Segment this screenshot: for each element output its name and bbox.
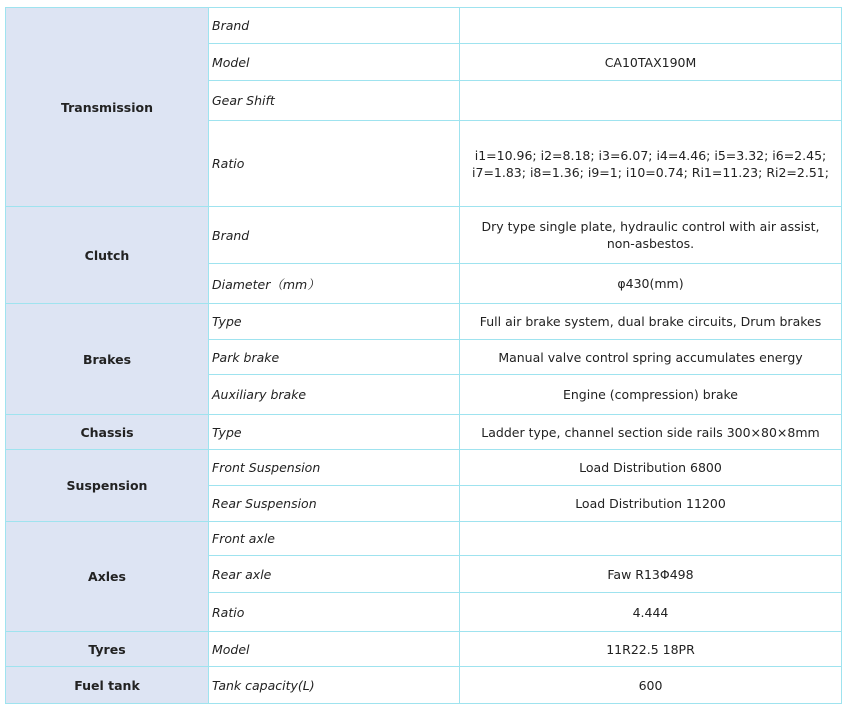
spec-table	[5, 7, 842, 704]
table-row	[6, 415, 842, 450]
attr-label: Brand	[209, 8, 460, 44]
attr-value: Dry type single plate, hydraulic control with air assist, non-asbestos.	[460, 207, 842, 264]
table-row	[6, 207, 842, 264]
attr-label: Front Suspension	[209, 450, 460, 486]
table-row	[6, 450, 842, 486]
attr-label: Ratio	[209, 593, 460, 632]
table-row	[6, 522, 842, 556]
category-chassis: Chassis	[6, 415, 209, 450]
attr-value: Full air brake system, dual brake circuits, Drum brakes	[460, 304, 842, 340]
attr-value: φ430(mm)	[460, 264, 842, 304]
attr-label: Gear Shift	[209, 81, 460, 121]
attr-label: Diameter（mm）	[209, 264, 460, 304]
attr-value: CA10TAX190M	[460, 44, 842, 81]
attr-value: Faw R13Φ498	[460, 556, 842, 593]
attr-value: 600	[460, 667, 842, 704]
ratio-line: i7=1.83; i8=1.36; i9=1; i10=0.74; Ri1=11.23; Ri2=2.51;	[472, 164, 829, 180]
attr-label: Front axle	[209, 522, 460, 556]
attr-value: Load Distribution 6800	[460, 450, 842, 486]
attr-label: Rear axle	[209, 556, 460, 593]
attr-label: Model	[209, 44, 460, 81]
category-suspension: Suspension	[6, 450, 209, 522]
attr-label: Rear Suspension	[209, 486, 460, 522]
category-brakes: Brakes	[6, 304, 209, 415]
attr-label: Park brake	[209, 340, 460, 375]
attr-value: 11R22.5 18PR	[460, 632, 842, 667]
ratio-line: i1=10.96; i2=8.18; i3=6.07; i4=4.46; i5=3.32; i6=2.45;	[474, 147, 827, 163]
attr-label: Type	[209, 415, 460, 450]
attr-label: Brand	[209, 207, 460, 264]
attr-label: Model	[209, 632, 460, 667]
category-axles: Axles	[6, 522, 209, 632]
attr-value	[460, 81, 842, 121]
attr-value	[460, 121, 842, 207]
category-tyres: Tyres	[6, 632, 209, 667]
category-clutch: Clutch	[6, 207, 209, 304]
attr-value: 4.444	[460, 593, 842, 632]
attr-label: Auxiliary brake	[209, 375, 460, 415]
table-row	[6, 667, 842, 704]
attr-value	[460, 522, 842, 556]
attr-value: Engine (compression) brake	[460, 375, 842, 415]
attr-value: Load Distribution 11200	[460, 486, 842, 522]
table-row	[6, 304, 842, 340]
category-transmission: Transmission	[6, 8, 209, 207]
table-row	[6, 632, 842, 667]
attr-value: Ladder type, channel section side rails 300×80×8mm	[460, 415, 842, 450]
attr-value	[460, 8, 842, 44]
table-row	[6, 8, 842, 44]
attr-value: Manual valve control spring accumulates energy	[460, 340, 842, 375]
attr-label: Tank capacity(L)	[209, 667, 460, 704]
attr-label: Type	[209, 304, 460, 340]
attr-label: Ratio	[209, 121, 460, 207]
category-fuel-tank: Fuel tank	[6, 667, 209, 704]
